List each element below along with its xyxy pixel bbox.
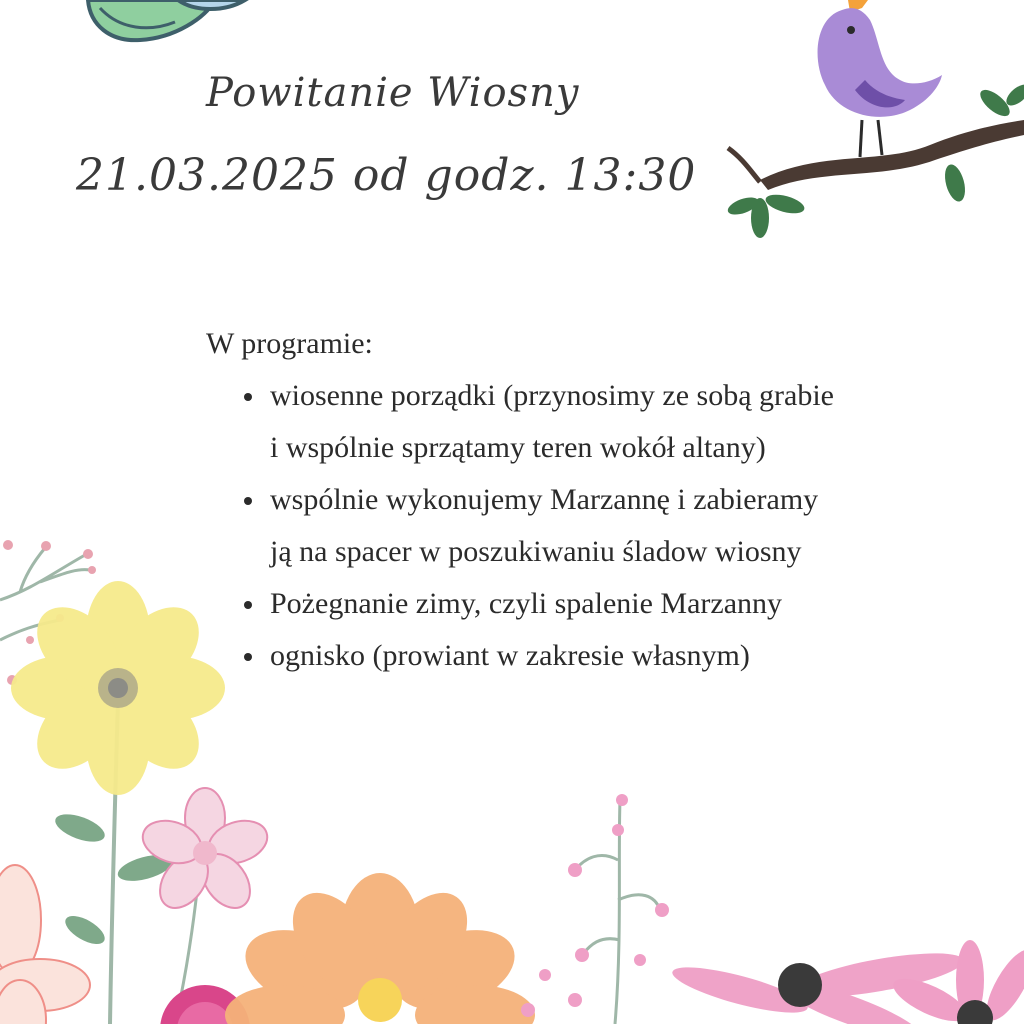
list-item bbox=[270, 474, 1006, 578]
butterfly-icon bbox=[88, 0, 245, 40]
flower-icon bbox=[225, 873, 535, 1024]
list-item-line: Pożegnanie zimy, czyli spalenie Marzanny bbox=[270, 587, 783, 620]
list-item-line: ognisko (prowiant w zakresie własnym) bbox=[270, 639, 750, 672]
list-item-line: wiosenne porządki (przynosimy ze sobą grabie bbox=[270, 379, 834, 412]
list-item-line: i wspólnie sprzątamy teren wokół altany) bbox=[270, 431, 766, 464]
list-item-line: ją na spacer w poszukiwaniu śladow wiosny bbox=[270, 535, 802, 568]
flower-icon bbox=[0, 865, 90, 1024]
flower-icon bbox=[521, 794, 669, 1024]
flower-icon bbox=[669, 940, 1024, 1024]
bird-icon bbox=[818, 0, 942, 157]
program-list bbox=[206, 370, 1006, 682]
program-heading: W programie: bbox=[206, 327, 373, 360]
list-item bbox=[270, 578, 1006, 630]
list-item-line: wspólnie wykonujemy Marzannę i zabieramy bbox=[270, 483, 819, 516]
list-item bbox=[270, 370, 1006, 474]
list-item bbox=[270, 630, 1006, 682]
event-date-time: 21.03.2025 od godz. 13:30 bbox=[76, 150, 697, 201]
event-title: Powitanie Wiosny bbox=[206, 70, 580, 116]
program-section bbox=[206, 318, 1006, 682]
